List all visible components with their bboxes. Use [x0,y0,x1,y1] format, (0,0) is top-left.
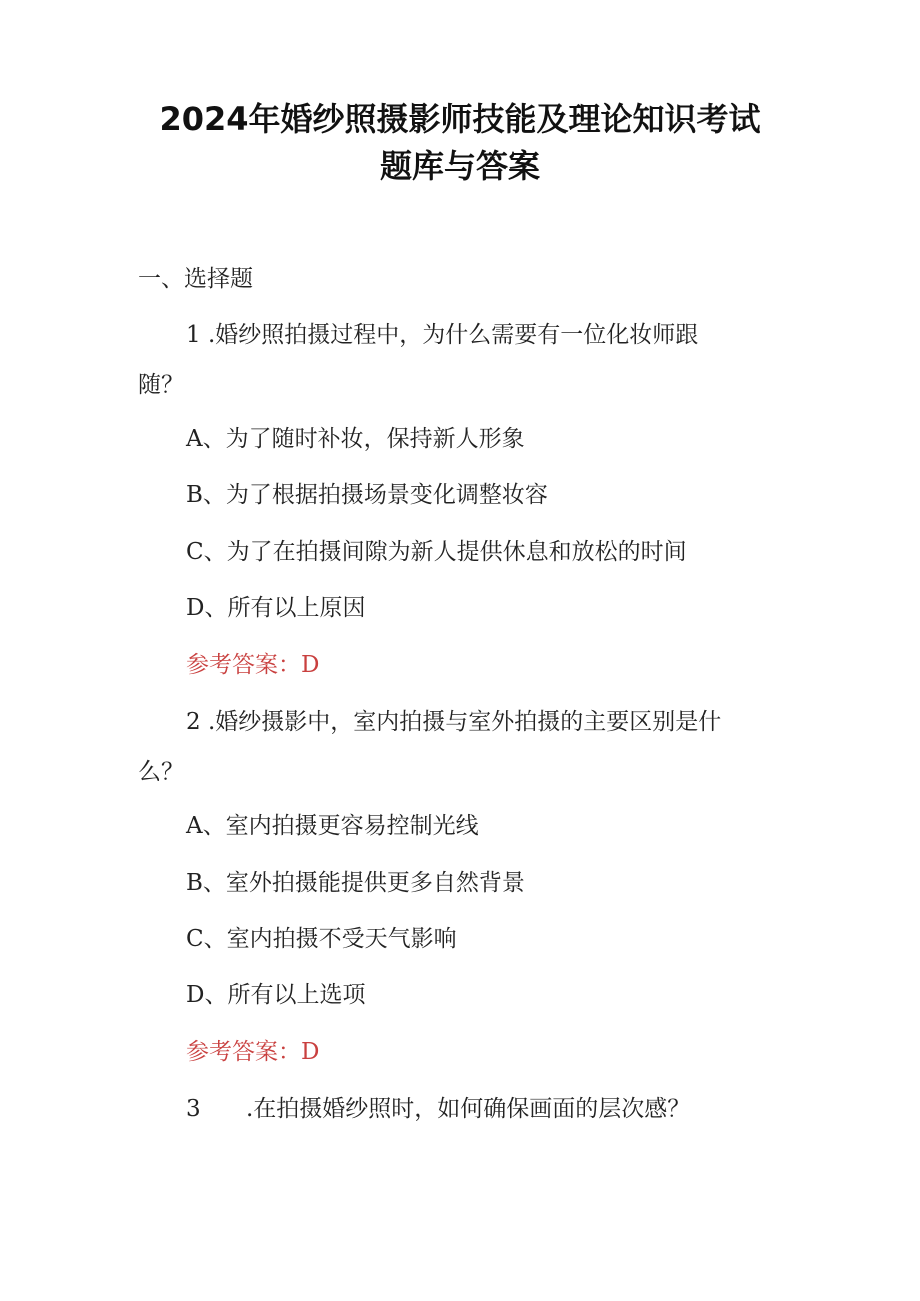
document-title-line-1: 2024年婚纱照摄影师技能及理论知识考试 [159,100,761,138]
question-1-answer: 参考答案：D [186,652,320,678]
question-2-answer: 参考答案：D [186,1039,320,1065]
question-1-option-b: B、为了根据拍摄场景变化调整妆容 [186,482,548,508]
section-heading: 一、选择题 [138,266,253,292]
question-1-option-d: D、所有以上原因 [186,595,366,621]
question-2-option-b: B、室外拍摄能提供更多自然背景 [186,870,525,896]
question-3-number: 3 [186,1096,201,1122]
question-3-text: .在拍摄婚纱照时，如何确保画面的层次感？ [246,1096,691,1122]
question-2-option-a: A、室内拍摄更容易控制光线 [186,813,479,839]
document-title-line-2: 题库与答案 [379,147,540,185]
question-1-option-c: C、为了在拍摄间隙为新人提供休息和放松的时间 [186,539,687,565]
question-2-text-continued: 么？ [138,759,184,785]
question-1-option-a: A、为了随时补妆，保持新人形象 [186,426,525,452]
question-2-option-c: C、室内拍摄不受天气影响 [186,926,457,952]
question-1-text: 1 .婚纱照拍摄过程中，为什么需要有一位化妆师跟 [186,322,699,348]
question-2-option-d: D、所有以上选项 [186,982,366,1008]
question-1-text-continued: 随？ [138,372,184,398]
question-2-text: 2 .婚纱摄影中，室内拍摄与室外拍摄的主要区别是什 [186,709,722,735]
